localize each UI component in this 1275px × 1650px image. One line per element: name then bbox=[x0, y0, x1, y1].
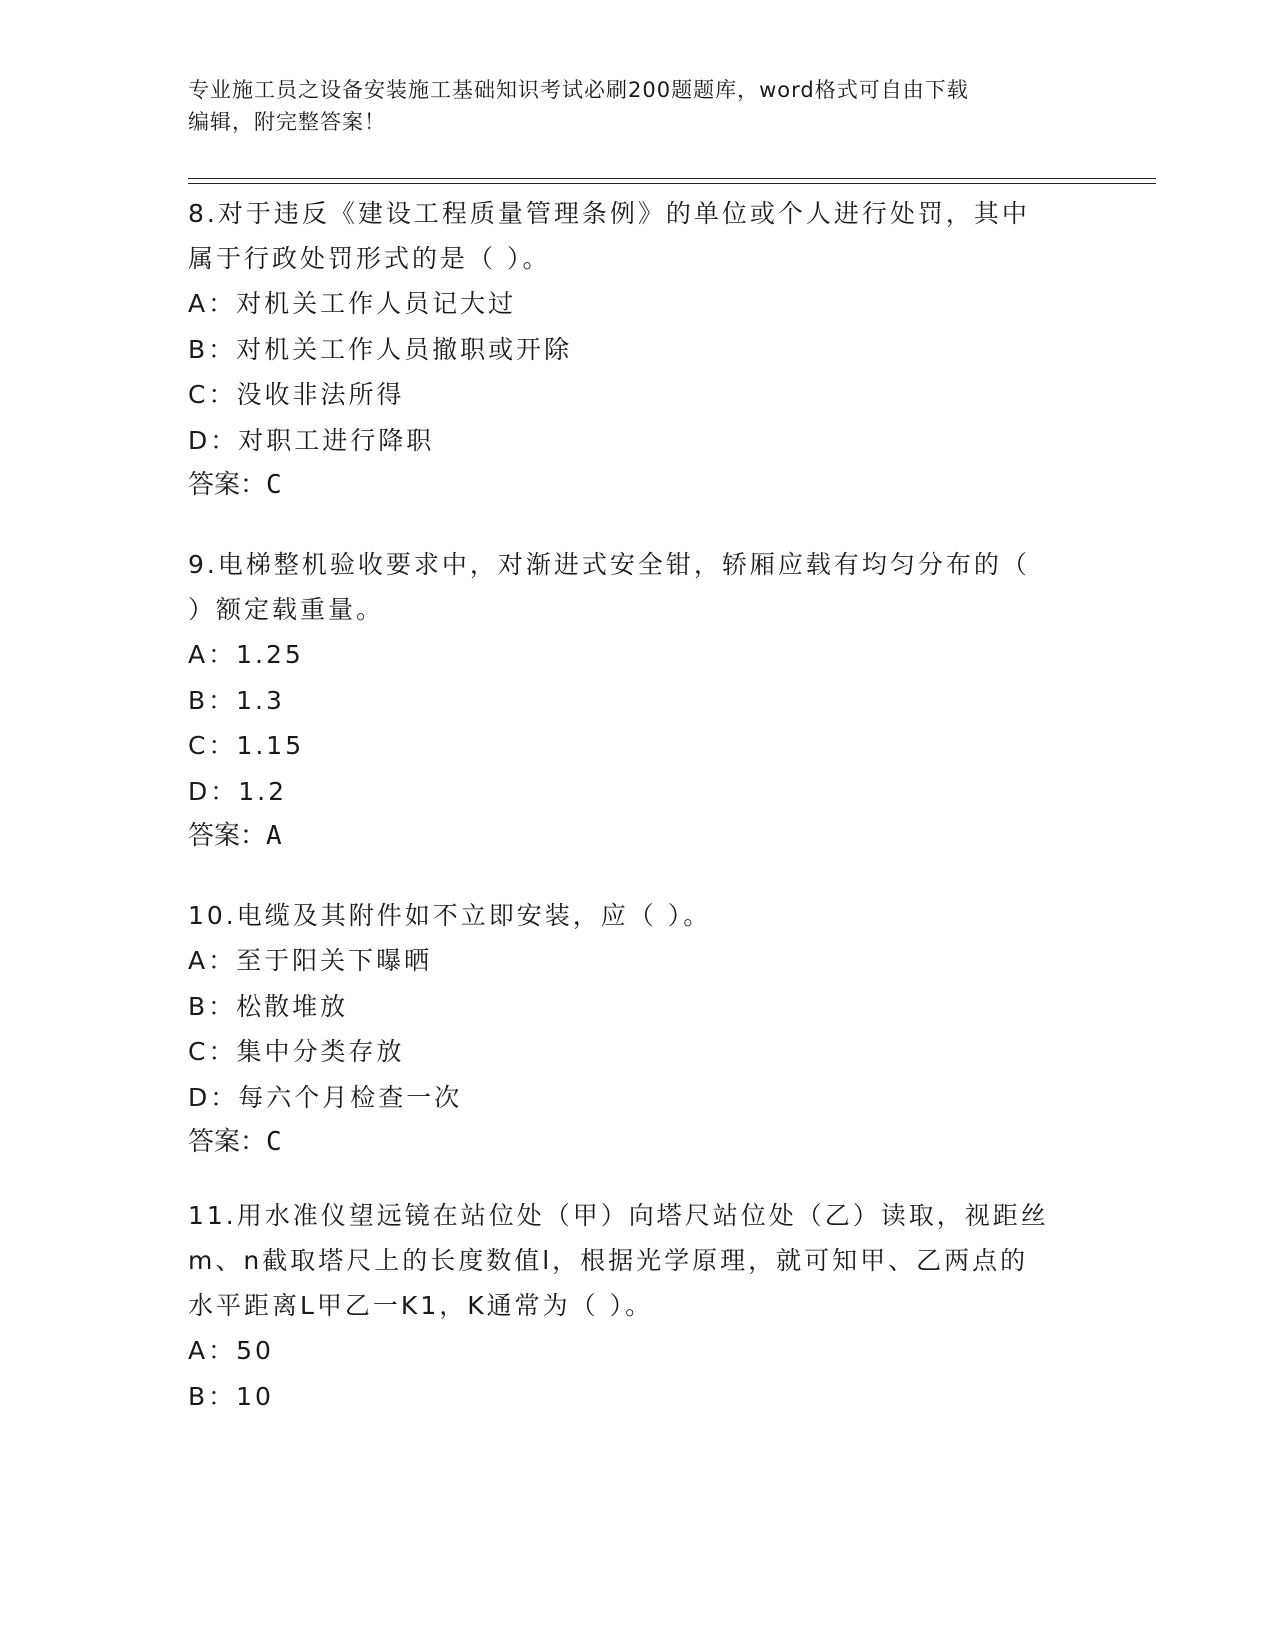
question-stem-line: 水平距离L甲乙一K1，K通常为（ ）。 bbox=[188, 1291, 654, 1320]
header-divider-top bbox=[188, 178, 1156, 179]
option-d: D：对职工进行降职 bbox=[188, 425, 435, 455]
header-title-line-1: 专业施工员之设备安装施工基础知识考试必刷200题题库，word格式可自由下载 bbox=[188, 78, 969, 102]
question-11 bbox=[188, 1193, 1088, 1419]
option-c: C：集中分类存放 bbox=[188, 1037, 405, 1066]
question-stem-line: 9.电梯整机验收要求中，对渐进式安全钳，轿厢应载有均匀分布的（ bbox=[188, 550, 1030, 579]
question-stem-line: m、n截取塔尺上的长度数值l，根据光学原理，就可知甲、乙两点的 bbox=[188, 1246, 1029, 1275]
header-title-line-2: 编辑，附完整答案！ bbox=[188, 110, 386, 134]
header-divider-bottom bbox=[188, 183, 1156, 184]
question-stem-line: ）额定载重量。 bbox=[188, 595, 385, 624]
option-a: A：对机关工作人员记大过 bbox=[188, 289, 517, 318]
option-a: A：1.25 bbox=[188, 640, 304, 669]
question-list bbox=[188, 191, 1088, 1453]
question-8 bbox=[188, 191, 1088, 508]
option-a: A：至于阳关下曝晒 bbox=[188, 946, 433, 975]
option-c: C：没收非法所得 bbox=[188, 380, 405, 409]
question-stem-line: 11.用水准仪望远镜在站位处（甲）向塔尺站位处（乙）读取，视距丝 bbox=[188, 1201, 1049, 1230]
question-10 bbox=[188, 893, 1088, 1165]
document-header bbox=[188, 74, 1068, 138]
option-b: B：10 bbox=[188, 1381, 274, 1411]
question-stem-line: 8.对于违反《建设工程质量管理条例》的单位或个人进行处罚，其中 bbox=[188, 199, 1030, 228]
option-c: C：1.15 bbox=[188, 731, 305, 760]
question-stem-line: 属于行政处罚形式的是（ ）。 bbox=[188, 244, 551, 273]
question-stem-line: 10.电缆及其附件如不立即安装，应（ ）。 bbox=[188, 901, 712, 930]
answer-label: 答案：A bbox=[188, 821, 282, 851]
option-d: D：每六个月检查一次 bbox=[188, 1082, 463, 1112]
question-9 bbox=[188, 542, 1088, 859]
option-d: D：1.2 bbox=[188, 776, 288, 806]
answer-label: 答案：C bbox=[188, 1127, 282, 1157]
answer-label: 答案：C bbox=[188, 470, 282, 500]
option-a: A：50 bbox=[188, 1336, 274, 1365]
option-b: B：对机关工作人员撤职或开除 bbox=[188, 334, 573, 364]
option-b: B：1.3 bbox=[188, 685, 285, 715]
option-b: B：松散堆放 bbox=[188, 991, 349, 1021]
